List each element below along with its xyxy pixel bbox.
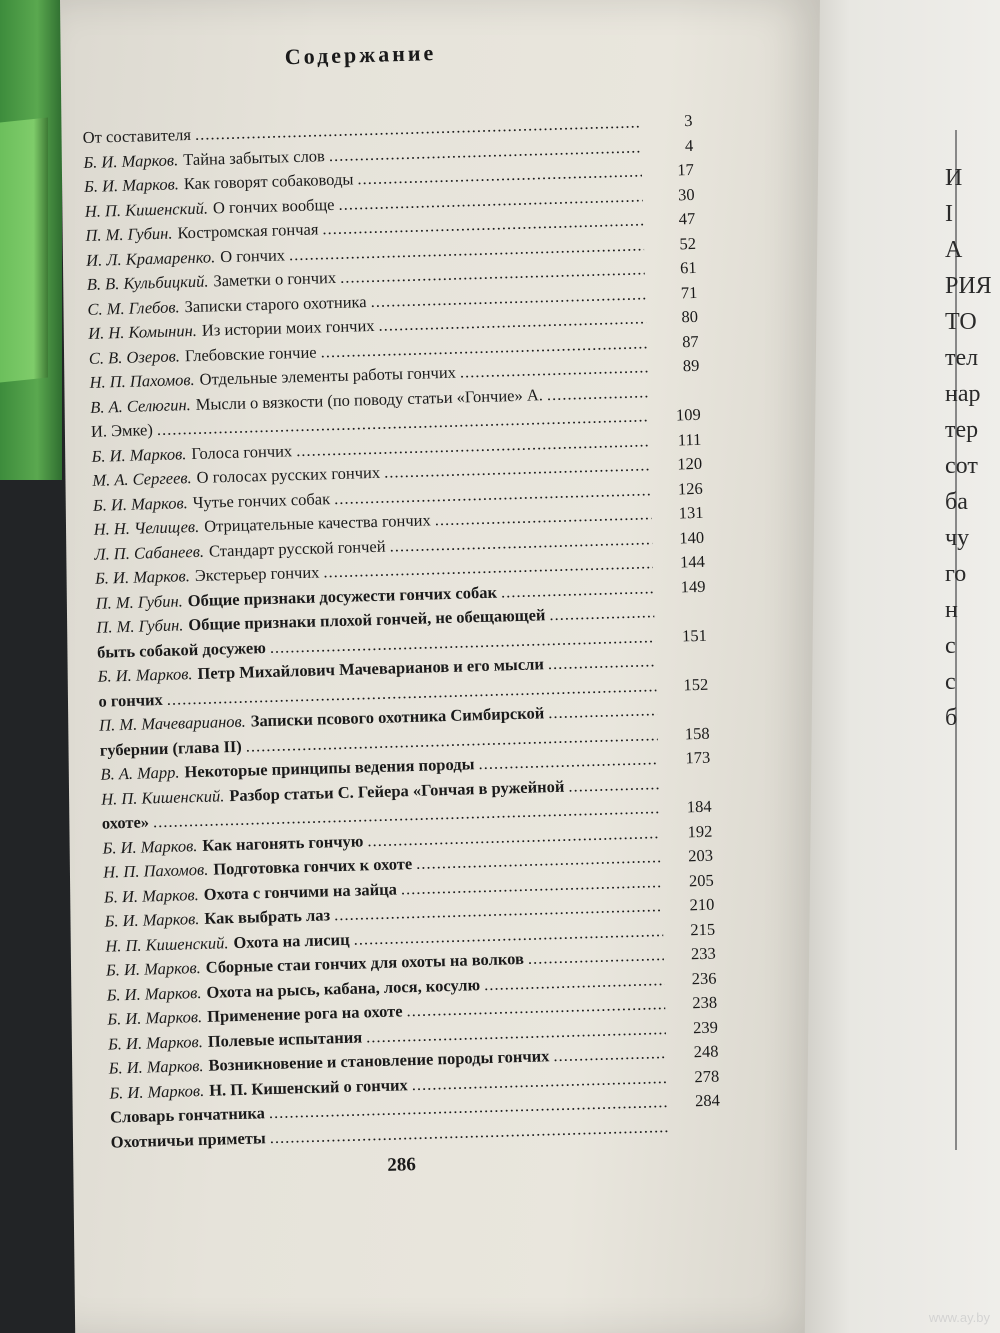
toc-entry-page: 89 <box>682 355 700 376</box>
toc-entry-title: О голосах русских гончих <box>196 462 381 487</box>
toc-entry-title: быть собакой досужею <box>96 637 267 662</box>
toc-entry-title: Охотничьи приметы <box>110 1127 266 1152</box>
right-page-fragment: А <box>945 237 963 263</box>
toc-entry-page: 233 <box>690 943 717 964</box>
toc-entry-title: Заметки о гончих <box>213 267 337 291</box>
toc-entry-page: 158 <box>684 723 710 743</box>
toc-entry-title: Полевые испытания <box>207 1027 363 1051</box>
toc-entry-author: Н. П. Кишенский. <box>84 197 209 221</box>
table-of-contents <box>82 106 810 1154</box>
watermark: www.ay.by <box>928 1310 990 1325</box>
toc-entry-page: 109 <box>675 404 701 425</box>
toc-entry-page <box>661 714 709 715</box>
toc-entry-author: Б. И. Марков. <box>102 835 198 858</box>
toc-entry-title: Разбор статьи С. Гейера «Гончая в ружейной <box>229 776 565 805</box>
toc-leader-dots <box>568 772 659 799</box>
toc-entry-page: 284 <box>694 1090 721 1111</box>
toc-entry-title: Отдельные элементы работы гончих <box>199 362 457 389</box>
toc-entry-page: 71 <box>680 282 698 302</box>
toc-entry-page: 30 <box>677 184 695 204</box>
toc-entry-page: 80 <box>681 306 699 327</box>
toc-entry-author: П. М. Губин. <box>95 590 183 613</box>
toc-entry-page: 111 <box>677 429 702 449</box>
toc-entry-title: Костромская гончая <box>177 219 319 243</box>
toc-entry-author: Н. П. Кишенский. <box>105 932 229 956</box>
toc-entry-title: Как выбрать лаз <box>204 905 331 928</box>
toc-entry-page: 61 <box>679 257 697 278</box>
toc-entry-title: Применение рога на охоте <box>206 1001 403 1026</box>
right-page-fragment: сот <box>945 453 978 479</box>
toc-entry-page: 152 <box>683 674 709 694</box>
right-page-fragment: I <box>945 201 953 227</box>
toc-entry-title: Подготовка гончих к охоте <box>213 854 413 879</box>
toc-entry-title: Экстерьер гончих <box>194 562 320 585</box>
toc-entry-page: 144 <box>679 551 706 572</box>
toc-entry-author: Н. П. Пахомов. <box>89 369 195 392</box>
toc-entry-author: Б. И. Марков. <box>92 492 189 515</box>
right-page-fragment: тер <box>945 417 979 443</box>
toc-entry-author: В. А. Селюгин. <box>89 394 191 417</box>
toc-page-content <box>80 20 812 1184</box>
toc-entry-title: Как говорят собаководы <box>183 169 354 194</box>
toc-entry-page: 4 <box>684 135 694 155</box>
toc-entry-title: Н. П. Кишенский о гончих <box>208 1074 409 1100</box>
toc-leader-dots <box>553 1041 667 1069</box>
toc-leader-dots <box>548 698 657 726</box>
toc-entry-title: Отрицательные качества гончих <box>203 510 431 536</box>
page-number: 286 <box>386 1154 417 1176</box>
toc-entry-page <box>663 787 711 788</box>
toc-entry-title: О гончих <box>219 244 286 266</box>
toc-entry-author: И. Л. Крамаренко. <box>85 246 216 270</box>
toc-entry-author: Б. И. Марков. <box>97 664 193 686</box>
toc-entry-page: 173 <box>685 747 711 768</box>
right-page-fragment: чу <box>945 525 970 551</box>
toc-entry-page: 248 <box>693 1041 719 1062</box>
toc-entry-page <box>652 395 700 396</box>
toc-entry-author: С. В. Озеров. <box>88 345 181 368</box>
toc-entry-page: 205 <box>688 870 714 890</box>
toc-entry-page: 87 <box>681 331 699 351</box>
toc-entry-author: Б. И. Марков. <box>104 909 200 931</box>
toc-entry-title: Общие признаки досужести гончих собак <box>187 582 498 610</box>
toc-entry-title: Тайна забытых слов <box>182 145 326 169</box>
toc-entry-author: П. М. Губин. <box>96 615 184 637</box>
toc-entry-title: Словарь гончатника <box>109 1103 266 1127</box>
right-page-fragment: н <box>945 597 958 623</box>
toc-entry-author: Н. П. Пахомов. <box>102 859 209 882</box>
toc-entry-page: 278 <box>694 1066 720 1086</box>
toc-entry-page: 131 <box>678 502 704 523</box>
toc-entry-page <box>658 616 706 617</box>
toc-entry-title: Охота с гончими на зайца <box>203 878 398 904</box>
toc-entry-page: 239 <box>692 1017 719 1037</box>
toc-entry-title: Записки псового охотника Симбирской <box>250 703 545 731</box>
toc-entry-author: Б. И. Марков. <box>83 149 179 172</box>
toc-leader-dots <box>548 649 656 676</box>
toc-entry-title: Мысли о вязкости (по поводу статьи «Гончие» А. <box>195 384 544 414</box>
toc-entry-title: охоте» <box>101 812 150 833</box>
green-book-cover <box>0 117 48 382</box>
toc-entry-author: В. В. Кульбицкий. <box>86 271 209 294</box>
right-page-fragment: с <box>945 669 956 695</box>
toc-leader-dots <box>528 943 665 971</box>
right-page-text <box>945 160 992 736</box>
toc-entry-author: Л. П. Сабанеев. <box>94 541 205 564</box>
toc-entry-title: Стандарт русской гончей <box>208 536 386 561</box>
toc-entry-page: 192 <box>687 821 713 841</box>
toc-entry-title: Голоса гончих <box>191 440 293 463</box>
toc-entry-page: 236 <box>691 968 717 988</box>
right-page-fragment: ба <box>945 489 968 515</box>
toc-entry-page <box>673 1130 721 1131</box>
toc-entry-page: 151 <box>681 625 708 645</box>
toc-entry-author: Б. И. Марков. <box>108 1055 204 1078</box>
toc-entry-author: С. М. Глебов. <box>87 296 180 319</box>
toc-entry-author: Н. П. Кишенский. <box>100 785 225 809</box>
toc-entry-title: Глебовские гончие <box>184 342 317 365</box>
toc-entry-page: 184 <box>686 796 712 817</box>
right-page-fragment: б <box>945 705 958 731</box>
toc-entry-page <box>660 665 708 666</box>
toc-entry-author: И. Н. Комынин. <box>87 320 198 343</box>
toc-entry-author: М. А. Сергеев. <box>92 468 192 490</box>
toc-leader-dots <box>549 600 654 627</box>
toc-entry-title: Охота на лисиц <box>233 929 350 952</box>
toc-entry-title: От составителя <box>82 124 192 147</box>
right-page-fragment: тел <box>945 345 979 371</box>
toc-entry-author: Б. И. Марков. <box>91 443 187 466</box>
toc-entry-title: О гончих вообще <box>212 194 335 217</box>
toc-entry-author: Б. И. Марков. <box>103 884 199 907</box>
toc-entry-page: 210 <box>689 894 715 915</box>
toc-entry-author: Б. И. Марков. <box>109 1080 205 1103</box>
toc-entry-page: 17 <box>677 159 695 180</box>
toc-entry-title: Как нагонять гончую <box>202 830 364 855</box>
toc-entry-title: о гончих <box>98 689 163 711</box>
toc-entry-page: 238 <box>692 992 718 1013</box>
right-page-fragment: нар <box>945 381 981 407</box>
toc-entry-author: Н. Н. Челищев. <box>93 516 200 539</box>
toc-entry-page: 120 <box>677 453 703 474</box>
toc-entry-title: Охота на рысь, кабана, лося, косулю <box>206 974 481 1002</box>
right-page-fragment: И <box>945 165 963 191</box>
toc-entry-title: Возникновение и становление породы гончих <box>208 1046 550 1075</box>
toc-entry-title: Сборные стаи гончих для охоты на волков <box>205 948 525 977</box>
toc-entry-title: Из истории моих гончих <box>201 315 375 340</box>
toc-entry-page: 203 <box>688 845 714 866</box>
toc-entry-author: Б. И. Марков. <box>107 1031 204 1054</box>
page-title: Содержание <box>284 40 437 70</box>
right-page-fragment: с <box>945 633 956 659</box>
toc-entry-author: Б. И. Марков. <box>107 1006 203 1029</box>
toc-entry-page: 3 <box>683 110 693 131</box>
toc-entry-author: В. А. Марр. <box>100 762 180 784</box>
toc-entry-author: Б. И. Марков. <box>105 957 202 980</box>
toc-entry-author: Б. И. Марков. <box>94 566 191 588</box>
toc-entry-page: 52 <box>679 233 697 253</box>
toc-entry-page: 126 <box>677 478 704 498</box>
toc-entry-author: Б. И. Марков. <box>83 174 180 196</box>
right-page-fragment: ТО <box>945 309 977 335</box>
toc-entry-title: Записки старого охотника <box>184 291 367 316</box>
toc-entry-page: 47 <box>678 208 696 229</box>
toc-entry-title: Общие признаки плохой гончей, не обещающей <box>188 605 546 635</box>
toc-entry-title: И. Эмке) <box>90 420 154 441</box>
toc-entry-page: 140 <box>679 527 705 547</box>
toc-entry-page: 149 <box>680 576 706 596</box>
right-page-fragment: РИЯ <box>945 273 992 299</box>
toc-entry-title: губернии (глава II) <box>99 736 243 760</box>
toc-entry-title: Чутье гончих собак <box>192 488 331 512</box>
toc-entry-page: 215 <box>690 919 716 939</box>
toc-entry-title: Петр Михайлович Мачеварианов и его мысли <box>197 654 545 683</box>
toc-entry-author: П. М. Мачеварианов. <box>98 711 247 735</box>
toc-entry-title: Некоторые принципы ведения породы <box>184 754 475 782</box>
toc-entry-author: Б. И. Марков. <box>106 982 202 1005</box>
right-page-fragment: го <box>945 561 967 587</box>
toc-leader-dots <box>547 380 649 407</box>
toc-entry-author: П. М. Губин. <box>85 223 173 245</box>
